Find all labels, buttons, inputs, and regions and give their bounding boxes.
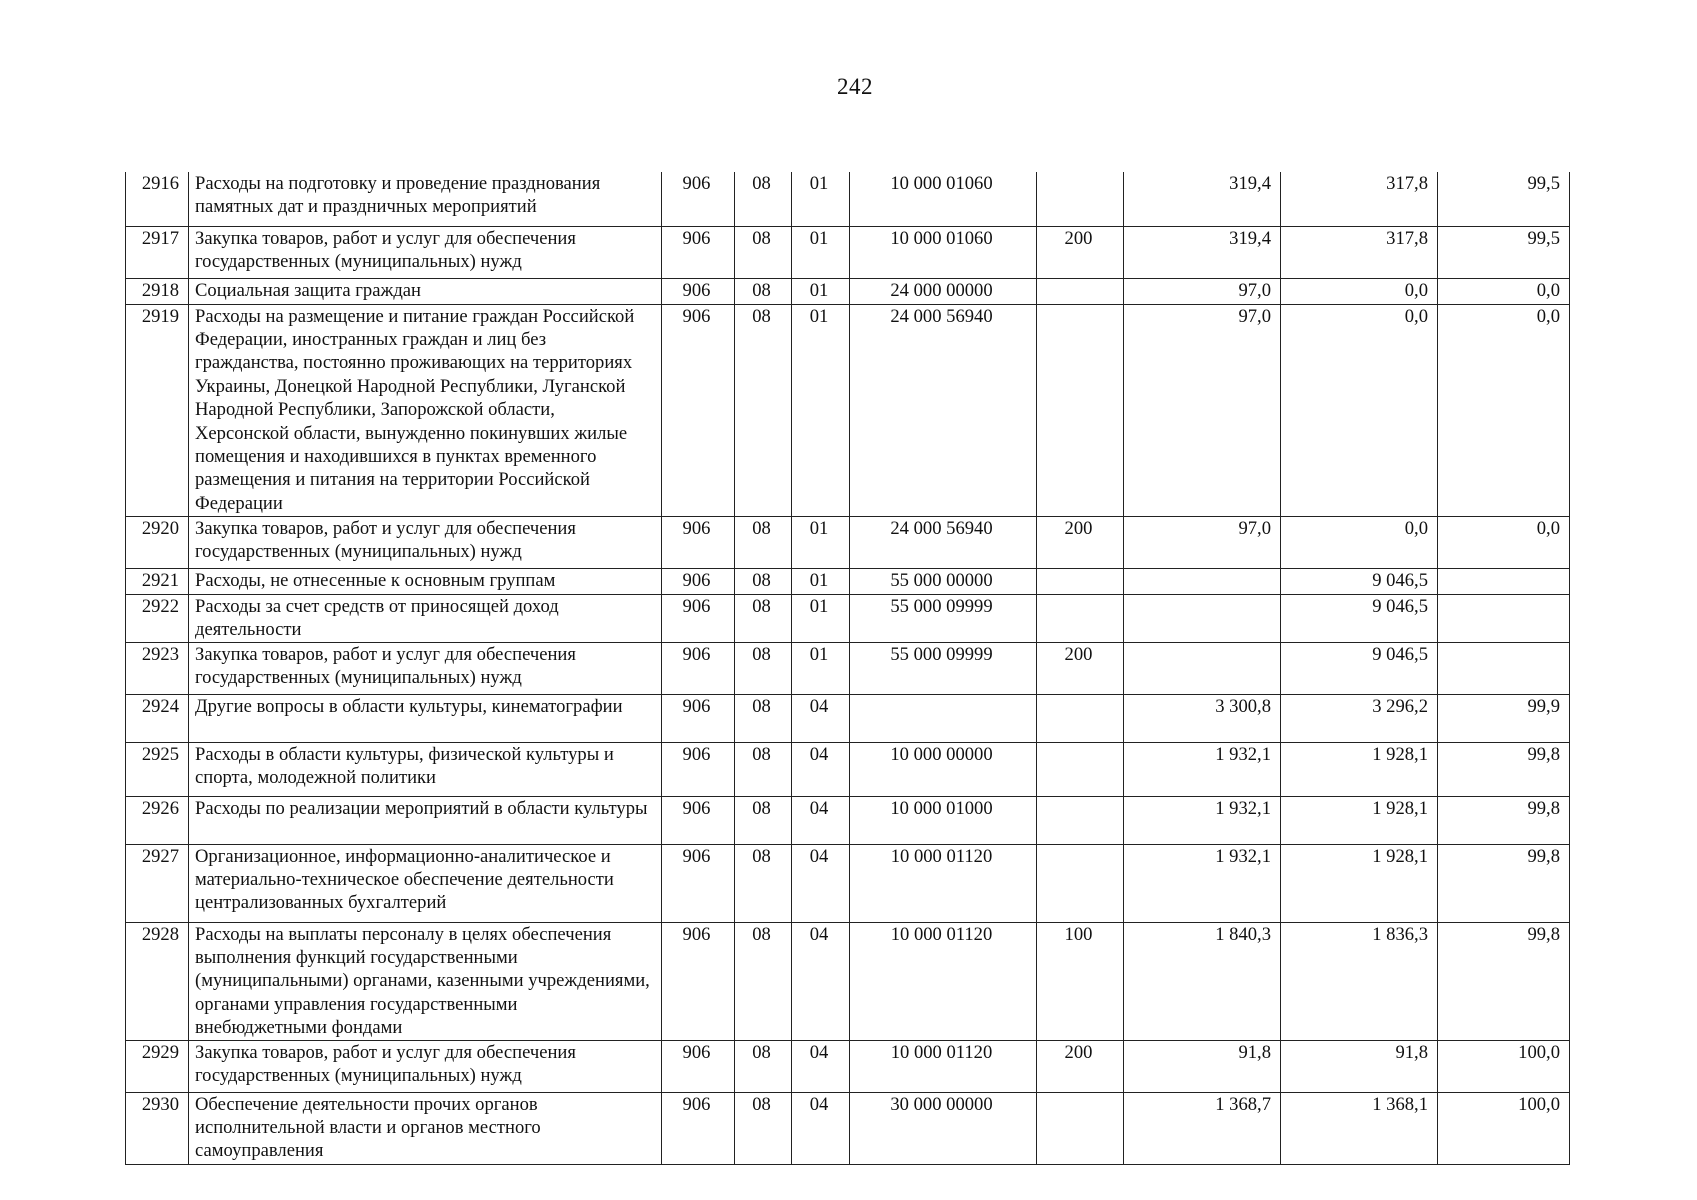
row-name: Расходы по реализации мероприятий в области культуры [189, 796, 662, 844]
row-name: Закупка товаров, работ и услуг для обеспечения государственных (муниципальных) нужд [189, 226, 662, 278]
row-planned: 1 932,1 [1124, 742, 1281, 796]
row-section: 08 [735, 1040, 792, 1092]
row-grbs: 906 [662, 844, 735, 922]
table-row [126, 844, 1570, 922]
row-executed: 0,0 [1281, 278, 1438, 304]
row-number: 2923 [126, 642, 189, 694]
row-percent: 99,8 [1438, 844, 1570, 922]
row-planned [1124, 594, 1281, 642]
row-expense-type: 200 [1037, 226, 1124, 278]
row-name: Расходы на размещение и питание граждан Российской Федерации, иностранных граждан и лиц без гражданства, постоянно проживающих на территориях Украины, Донецкой Народной Республики, Луганской Народной Республики, Запорожской области, Херсонской области, вынужденно покинувших жилые помещения и находившихся в пунктах временного размещения и питания на территории Российской Федерации [189, 304, 662, 516]
row-target-article: 10 000 00000 [850, 742, 1037, 796]
row-subsection: 04 [792, 1092, 850, 1164]
row-planned: 91,8 [1124, 1040, 1281, 1092]
row-planned: 97,0 [1124, 304, 1281, 516]
row-name: Расходы, не отнесенные к основным группам [189, 568, 662, 594]
row-percent [1438, 594, 1570, 642]
table-row [126, 694, 1570, 742]
row-grbs: 906 [662, 1040, 735, 1092]
row-expense-type [1037, 742, 1124, 796]
row-executed: 1 836,3 [1281, 922, 1438, 1040]
row-number: 2928 [126, 922, 189, 1040]
row-section: 08 [735, 844, 792, 922]
table-row [126, 172, 1570, 226]
row-name: Расходы на подготовку и проведение празднования памятных дат и праздничных мероприятий [189, 172, 662, 226]
row-number: 2919 [126, 304, 189, 516]
row-grbs: 906 [662, 742, 735, 796]
row-section: 08 [735, 642, 792, 694]
table-row [126, 278, 1570, 304]
row-grbs: 906 [662, 516, 735, 568]
row-planned: 319,4 [1124, 172, 1281, 226]
row-section: 08 [735, 172, 792, 226]
row-executed: 1 368,1 [1281, 1092, 1438, 1164]
row-executed: 317,8 [1281, 172, 1438, 226]
row-subsection: 01 [792, 516, 850, 568]
row-name: Закупка товаров, работ и услуг для обеспечения государственных (муниципальных) нужд [189, 516, 662, 568]
table-row [126, 594, 1570, 642]
row-percent [1438, 642, 1570, 694]
row-executed: 9 046,5 [1281, 594, 1438, 642]
row-grbs: 906 [662, 694, 735, 742]
row-percent: 99,8 [1438, 742, 1570, 796]
row-name: Социальная защита граждан [189, 278, 662, 304]
table-row [126, 1040, 1570, 1092]
row-name: Другие вопросы в области культуры, кинематографии [189, 694, 662, 742]
row-section: 08 [735, 922, 792, 1040]
row-subsection: 01 [792, 642, 850, 694]
row-subsection: 01 [792, 278, 850, 304]
row-subsection: 01 [792, 172, 850, 226]
row-name: Обеспечение деятельности прочих органов исполнительной власти и органов местного самоуправления [189, 1092, 662, 1164]
row-executed: 9 046,5 [1281, 642, 1438, 694]
row-number: 2921 [126, 568, 189, 594]
row-subsection: 04 [792, 922, 850, 1040]
row-planned: 319,4 [1124, 226, 1281, 278]
row-expense-type [1037, 1092, 1124, 1164]
row-planned: 1 840,3 [1124, 922, 1281, 1040]
row-section: 08 [735, 304, 792, 516]
row-target-article: 10 000 01060 [850, 226, 1037, 278]
row-number: 2920 [126, 516, 189, 568]
row-expense-type [1037, 844, 1124, 922]
row-target-article: 24 000 56940 [850, 304, 1037, 516]
table-row [126, 642, 1570, 694]
row-planned [1124, 642, 1281, 694]
row-expense-type: 100 [1037, 922, 1124, 1040]
row-planned: 97,0 [1124, 516, 1281, 568]
row-subsection: 01 [792, 304, 850, 516]
row-subsection: 01 [792, 226, 850, 278]
row-subsection: 04 [792, 742, 850, 796]
row-number: 2930 [126, 1092, 189, 1164]
row-section: 08 [735, 226, 792, 278]
row-target-article: 55 000 09999 [850, 642, 1037, 694]
table-row [126, 796, 1570, 844]
row-expense-type [1037, 796, 1124, 844]
table-row [126, 516, 1570, 568]
row-percent: 100,0 [1438, 1040, 1570, 1092]
row-executed: 317,8 [1281, 226, 1438, 278]
row-grbs: 906 [662, 278, 735, 304]
row-section: 08 [735, 278, 792, 304]
row-expense-type [1037, 694, 1124, 742]
row-executed: 1 928,1 [1281, 844, 1438, 922]
row-number: 2917 [126, 226, 189, 278]
row-target-article: 10 000 01120 [850, 1040, 1037, 1092]
row-section: 08 [735, 796, 792, 844]
row-subsection: 01 [792, 568, 850, 594]
row-grbs: 906 [662, 568, 735, 594]
row-percent: 99,5 [1438, 172, 1570, 226]
row-percent: 99,5 [1438, 226, 1570, 278]
row-target-article: 55 000 09999 [850, 594, 1037, 642]
row-grbs: 906 [662, 1092, 735, 1164]
table-row [126, 742, 1570, 796]
row-planned [1124, 568, 1281, 594]
row-planned: 3 300,8 [1124, 694, 1281, 742]
row-number: 2925 [126, 742, 189, 796]
row-section: 08 [735, 516, 792, 568]
row-subsection: 04 [792, 1040, 850, 1092]
row-grbs: 906 [662, 642, 735, 694]
row-expense-type: 200 [1037, 516, 1124, 568]
row-number: 2926 [126, 796, 189, 844]
budget-table [125, 172, 1570, 1165]
row-expense-type [1037, 568, 1124, 594]
row-target-article: 10 000 01120 [850, 922, 1037, 1040]
row-number: 2922 [126, 594, 189, 642]
row-target-article: 55 000 00000 [850, 568, 1037, 594]
row-grbs: 906 [662, 796, 735, 844]
row-section: 08 [735, 568, 792, 594]
row-expense-type: 200 [1037, 642, 1124, 694]
row-expense-type [1037, 172, 1124, 226]
row-percent: 0,0 [1438, 304, 1570, 516]
row-planned: 97,0 [1124, 278, 1281, 304]
row-percent: 99,8 [1438, 922, 1570, 1040]
row-executed: 91,8 [1281, 1040, 1438, 1092]
page-number: 242 [837, 74, 873, 99]
row-name: Закупка товаров, работ и услуг для обеспечения государственных (муниципальных) нужд [189, 642, 662, 694]
row-planned: 1 932,1 [1124, 844, 1281, 922]
row-target-article: 24 000 00000 [850, 278, 1037, 304]
row-grbs: 906 [662, 172, 735, 226]
row-percent: 100,0 [1438, 1092, 1570, 1164]
row-grbs: 906 [662, 922, 735, 1040]
row-planned: 1 932,1 [1124, 796, 1281, 844]
row-executed: 1 928,1 [1281, 742, 1438, 796]
row-number: 2918 [126, 278, 189, 304]
row-target-article: 10 000 01000 [850, 796, 1037, 844]
row-executed: 0,0 [1281, 516, 1438, 568]
row-name: Закупка товаров, работ и услуг для обеспечения государственных (муниципальных) нужд [189, 1040, 662, 1092]
table-row [126, 304, 1570, 516]
row-expense-type: 200 [1037, 1040, 1124, 1092]
table-body [126, 172, 1570, 1164]
row-number: 2916 [126, 172, 189, 226]
row-section: 08 [735, 742, 792, 796]
table-row [126, 226, 1570, 278]
row-percent: 99,9 [1438, 694, 1570, 742]
row-percent: 99,8 [1438, 796, 1570, 844]
row-target-article: 10 000 01120 [850, 844, 1037, 922]
row-subsection: 01 [792, 594, 850, 642]
row-name: Расходы за счет средств от приносящей доход деятельности [189, 594, 662, 642]
row-executed: 1 928,1 [1281, 796, 1438, 844]
row-expense-type [1037, 594, 1124, 642]
row-planned: 1 368,7 [1124, 1092, 1281, 1164]
row-grbs: 906 [662, 226, 735, 278]
row-number: 2924 [126, 694, 189, 742]
row-grbs: 906 [662, 304, 735, 516]
row-section: 08 [735, 694, 792, 742]
row-percent: 0,0 [1438, 278, 1570, 304]
row-target-article [850, 694, 1037, 742]
row-number: 2929 [126, 1040, 189, 1092]
row-percent [1438, 568, 1570, 594]
row-target-article: 24 000 56940 [850, 516, 1037, 568]
row-number: 2927 [126, 844, 189, 922]
row-expense-type [1037, 278, 1124, 304]
row-target-article: 10 000 01060 [850, 172, 1037, 226]
row-subsection: 04 [792, 694, 850, 742]
row-subsection: 04 [792, 844, 850, 922]
row-executed: 9 046,5 [1281, 568, 1438, 594]
row-name: Расходы в области культуры, физической культуры и спорта, молодежной политики [189, 742, 662, 796]
table-row [126, 1092, 1570, 1164]
row-executed: 3 296,2 [1281, 694, 1438, 742]
row-name: Организационное, информационно-аналитическое и материально-техническое обеспечение деятельности централизованных бухгалтерий [189, 844, 662, 922]
row-target-article: 30 000 00000 [850, 1092, 1037, 1164]
row-executed: 0,0 [1281, 304, 1438, 516]
row-grbs: 906 [662, 594, 735, 642]
row-section: 08 [735, 594, 792, 642]
row-name: Расходы на выплаты персоналу в целях обеспечения выполнения функций государственными (муниципальными) органами, казенными учреждениями, органами управления государственными внебюджетными фондами [189, 922, 662, 1040]
row-expense-type [1037, 304, 1124, 516]
table-row [126, 568, 1570, 594]
row-subsection: 04 [792, 796, 850, 844]
row-percent: 0,0 [1438, 516, 1570, 568]
row-section: 08 [735, 1092, 792, 1164]
table-row [126, 922, 1570, 1040]
